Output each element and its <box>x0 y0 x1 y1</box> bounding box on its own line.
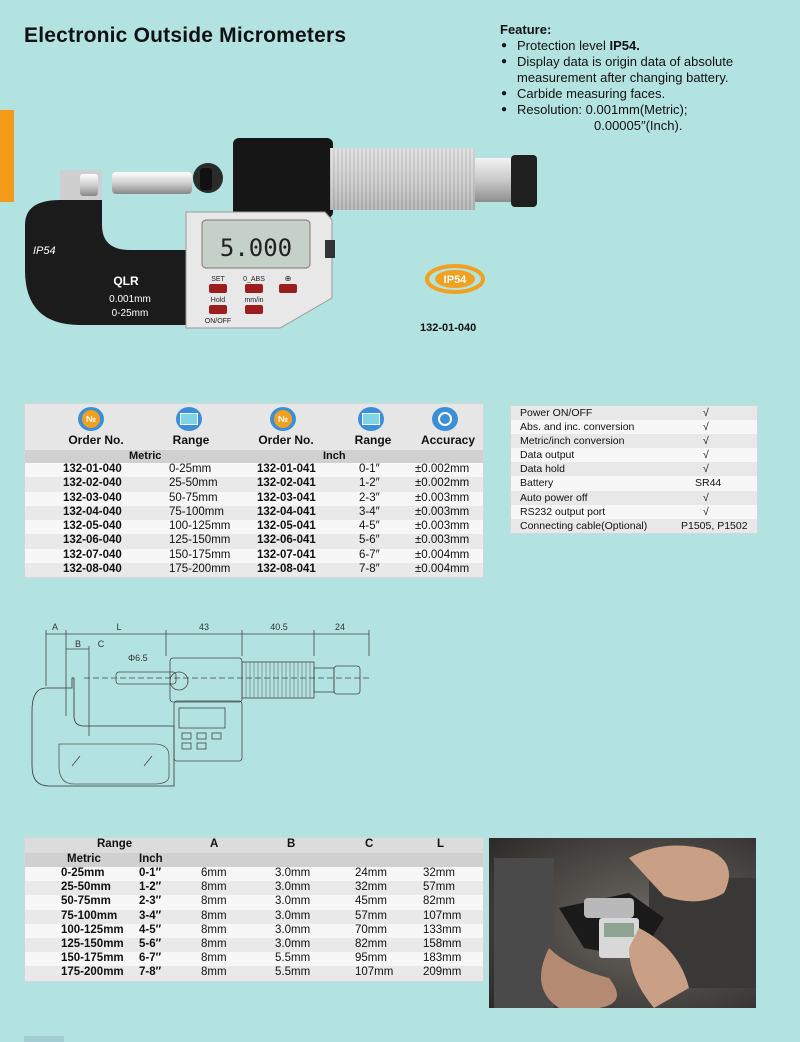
order-cell: 3-4″ <box>359 505 380 518</box>
dimension-row <box>25 910 483 924</box>
order-number-icon: № <box>270 407 296 431</box>
dimension-cell: 100-125mm <box>61 923 124 936</box>
dimension-cell: 8mm <box>201 937 227 950</box>
order-cell: 132-02-041 <box>257 477 316 490</box>
dimension-row <box>25 895 483 909</box>
feature-item: ● Carbide measuring faces. <box>500 86 790 102</box>
col-accuracy: Accuracy <box>420 433 476 447</box>
order-cell: 75-100mm <box>169 505 224 518</box>
order-cell: 132-02-040 <box>63 477 122 490</box>
svg-text:⊕: ⊕ <box>284 274 292 283</box>
col-range: Range <box>172 433 210 447</box>
dimension-cell: 6mm <box>201 867 227 879</box>
dimension-cell: 32mm <box>355 881 387 894</box>
dimension-row <box>25 952 483 966</box>
dimension-cell: 5-6″ <box>139 937 162 950</box>
range-ruler-icon <box>176 407 202 431</box>
feature-row <box>511 420 757 434</box>
dimension-cell: 57mm <box>423 881 455 894</box>
lcd-readout: 5.000 <box>219 234 293 262</box>
dimension-cell: 7-8″ <box>139 966 162 979</box>
order-cell: 132-07-041 <box>257 548 316 561</box>
dimension-cell: 24mm <box>355 867 387 879</box>
dim-label-a: A <box>51 622 59 632</box>
order-cell: 4-5″ <box>359 520 380 533</box>
dimension-row <box>25 924 483 938</box>
svg-text:SET: SET <box>211 276 225 283</box>
order-cell: ±0.003mm <box>415 520 470 533</box>
feature-value: √ <box>703 491 709 504</box>
svg-text:mm/in: mm/in <box>244 297 264 304</box>
order-table-header <box>25 404 483 450</box>
order-cell: 132-08-041 <box>257 563 316 576</box>
col-range-inch: Range <box>354 433 392 447</box>
order-cell: 25-50mm <box>169 477 218 490</box>
dimension-cell: 5.5mm <box>275 966 311 979</box>
feature-name: Data hold <box>520 463 565 476</box>
order-cell: 132-08-040 <box>63 563 122 576</box>
feature-row <box>511 406 757 420</box>
svg-text:ON/OFF: ON/OFF <box>204 318 232 325</box>
dimension-cell: 3-4″ <box>139 909 162 922</box>
feature-name: RS232 output port <box>520 505 606 518</box>
dimension-cell: 8mm <box>201 966 227 979</box>
dimension-cell: 8mm <box>201 881 227 894</box>
dimension-cell: 8mm <box>201 952 227 965</box>
order-cell: 132-07-040 <box>63 548 122 561</box>
feature-name: Data output <box>520 449 575 462</box>
section-tab <box>0 110 14 202</box>
feature-row <box>511 519 757 533</box>
order-table <box>24 403 484 578</box>
order-number-icon: № <box>78 407 104 431</box>
feature-name: Battery <box>520 477 554 490</box>
product-code: 132-01-040 <box>420 322 477 334</box>
micrometer-product-image <box>20 130 560 340</box>
dimension-row <box>25 966 483 980</box>
order-cell: 1-2″ <box>359 477 380 490</box>
order-cell: 0-25mm <box>169 463 212 475</box>
range-ruler-icon <box>358 407 384 431</box>
dimension-row <box>25 867 483 881</box>
dim-label-l: L <box>116 622 122 632</box>
order-row <box>25 506 483 520</box>
usage-photo <box>489 838 756 1008</box>
page-footer-mark <box>24 1036 64 1042</box>
order-cell: 132-05-040 <box>63 520 122 533</box>
dim-label-24: 24 <box>334 622 346 632</box>
dimension-row <box>25 938 483 952</box>
order-cell: 6-7″ <box>359 548 380 561</box>
feature-continuation: 0.00005″(Inch). <box>594 118 683 133</box>
order-cell: 150-175mm <box>169 548 231 561</box>
dimension-row <box>25 881 483 895</box>
feature-value: √ <box>703 421 709 434</box>
feature-name: Auto power off <box>520 491 588 504</box>
dimension-cell: 5.5mm <box>275 952 311 965</box>
feature-row <box>511 462 757 476</box>
order-cell: 132-06-041 <box>257 534 316 547</box>
dimension-cell: 3.0mm <box>275 923 311 936</box>
dimension-cell: 183mm <box>423 952 462 965</box>
feature-list <box>500 22 790 134</box>
dimension-cell: 82mm <box>355 937 387 950</box>
feature-row <box>511 434 757 448</box>
order-cell: 132-04-040 <box>63 505 122 518</box>
page-title: Electronic Outside Micrometers <box>24 24 347 47</box>
order-cell: ±0.003mm <box>415 505 470 518</box>
dimension-cell: 57mm <box>355 909 387 922</box>
feature-value: √ <box>703 407 709 419</box>
dimension-cell: 2-3″ <box>139 895 162 908</box>
feature-name: Connecting cable(Optional) <box>520 519 648 532</box>
dimension-cell: 125-150mm <box>61 937 124 950</box>
dimension-cell: 175-200mm <box>61 966 124 979</box>
dimension-cell: 50-75mm <box>61 895 111 908</box>
order-cell: 2-3″ <box>359 491 380 504</box>
accuracy-target-icon <box>432 407 458 431</box>
order-row <box>25 492 483 506</box>
order-cell: 132-03-040 <box>63 491 122 504</box>
dimension-cell: 3.0mm <box>275 937 311 950</box>
dimension-cell: 6-7″ <box>139 952 162 965</box>
order-cell: ±0.003mm <box>415 491 470 504</box>
order-cell: 132-05-041 <box>257 520 316 533</box>
order-row <box>25 563 483 577</box>
dimension-cell: 3.0mm <box>275 881 311 894</box>
dim-label-43: 43 <box>198 622 210 632</box>
dimension-cell: 4-5″ <box>139 923 162 936</box>
svg-text:Hold: Hold <box>210 297 226 304</box>
dimension-cell: 158mm <box>423 937 462 950</box>
order-cell: ±0.003mm <box>415 534 470 547</box>
dimension-cell: 25-50mm <box>61 881 111 894</box>
feature-row <box>511 476 757 490</box>
dimension-cell: 0-25mm <box>61 867 105 879</box>
dimension-cell: 8mm <box>201 909 227 922</box>
feature-item: ● Resolution: 0.001mm(Metric); <box>500 102 790 118</box>
dimension-cell: 3.0mm <box>275 895 311 908</box>
feature-name: Power ON/OFF <box>520 407 593 419</box>
order-cell: ±0.004mm <box>415 563 470 576</box>
order-cell: 132-06-040 <box>63 534 122 547</box>
svg-text:0-25mm: 0-25mm <box>111 308 149 319</box>
order-cell: 132-03-041 <box>257 491 316 504</box>
brand-logo: QLR <box>113 274 139 288</box>
dimension-cell: 45mm <box>355 895 387 908</box>
dimension-cell: 82mm <box>423 895 455 908</box>
unit-subheader: Metric Inch <box>25 450 483 463</box>
dimension-cell: 3.0mm <box>275 867 311 879</box>
dimension-drawing <box>24 616 374 796</box>
feature-table <box>510 405 758 534</box>
order-cell: 0-1″ <box>359 463 380 475</box>
dim-label-diameter: Φ6.5 <box>128 653 148 663</box>
dim-label-40-5: 40.5 <box>270 622 288 632</box>
order-row <box>25 477 483 491</box>
order-row <box>25 534 483 548</box>
feature-row <box>511 448 757 462</box>
order-cell: ±0.004mm <box>415 548 470 561</box>
feature-item: ● Protection level IP54. <box>500 38 790 54</box>
col-order-no: Order No. <box>68 433 124 447</box>
dimension-cell: 70mm <box>355 923 387 936</box>
dimension-cell: 32mm <box>423 867 455 879</box>
feature-value: √ <box>703 505 709 518</box>
svg-text:0_ABS: 0_ABS <box>243 276 265 283</box>
dimension-cell: 133mm <box>423 923 462 936</box>
feature-value: √ <box>703 449 709 462</box>
feature-value: P1505, P1502 <box>681 519 748 532</box>
dimension-cell: 107mm <box>423 909 462 922</box>
feature-name: Abs. and inc. conversion <box>520 421 635 434</box>
dimension-cell: 150-175mm <box>61 952 124 965</box>
feature-row <box>511 491 757 505</box>
dimension-cell: 95mm <box>355 952 387 965</box>
order-row <box>25 463 483 477</box>
dimension-cell: 3.0mm <box>275 909 311 922</box>
col-order-no-inch: Order No. <box>258 433 314 447</box>
dimension-cell: 209mm <box>423 966 462 979</box>
svg-text:IP54: IP54 <box>443 274 467 286</box>
order-cell: 175-200mm <box>169 563 231 576</box>
dimension-cell: 8mm <box>201 923 227 936</box>
order-cell: ±0.002mm <box>415 477 470 490</box>
feature-value: √ <box>703 463 709 476</box>
order-cell: 132-01-041 <box>257 463 316 475</box>
feature-row <box>511 505 757 519</box>
dimension-cell: 107mm <box>355 966 394 979</box>
order-cell: 50-75mm <box>169 491 218 504</box>
svg-text:0.001mm: 0.001mm <box>109 294 151 305</box>
feature-value: √ <box>703 435 709 448</box>
order-row <box>25 549 483 563</box>
order-cell: 7-8″ <box>359 563 380 576</box>
order-cell: 132-04-041 <box>257 505 316 518</box>
dimension-table-subheader: Metric Inch <box>25 853 483 867</box>
feature-value: SR44 <box>695 477 722 490</box>
dim-label-c: C <box>97 639 105 649</box>
frame-ip-label: IP54 <box>33 245 56 257</box>
dimension-cell: 0-1″ <box>139 867 162 879</box>
dimension-cell: 75-100mm <box>61 909 118 922</box>
dimension-cell: 1-2″ <box>139 881 162 894</box>
order-cell: 132-01-040 <box>63 463 122 475</box>
dim-label-b: B <box>74 639 82 649</box>
order-cell: 100-125mm <box>169 520 231 533</box>
order-cell: ±0.002mm <box>415 463 470 475</box>
feature-item: ● Display data is origin data of absolute measurement after changing battery. <box>500 54 790 86</box>
feature-name: Metric/inch conversion <box>520 435 625 448</box>
order-cell: 5-6″ <box>359 534 380 547</box>
order-cell: 125-150mm <box>169 534 231 547</box>
dimension-cell: 8mm <box>201 895 227 908</box>
ip54-badge-icon <box>424 262 486 296</box>
dimension-table-header: Range A B C L <box>25 838 483 853</box>
feature-heading: Feature: <box>500 22 552 37</box>
order-row <box>25 520 483 534</box>
dimension-table <box>24 837 484 982</box>
